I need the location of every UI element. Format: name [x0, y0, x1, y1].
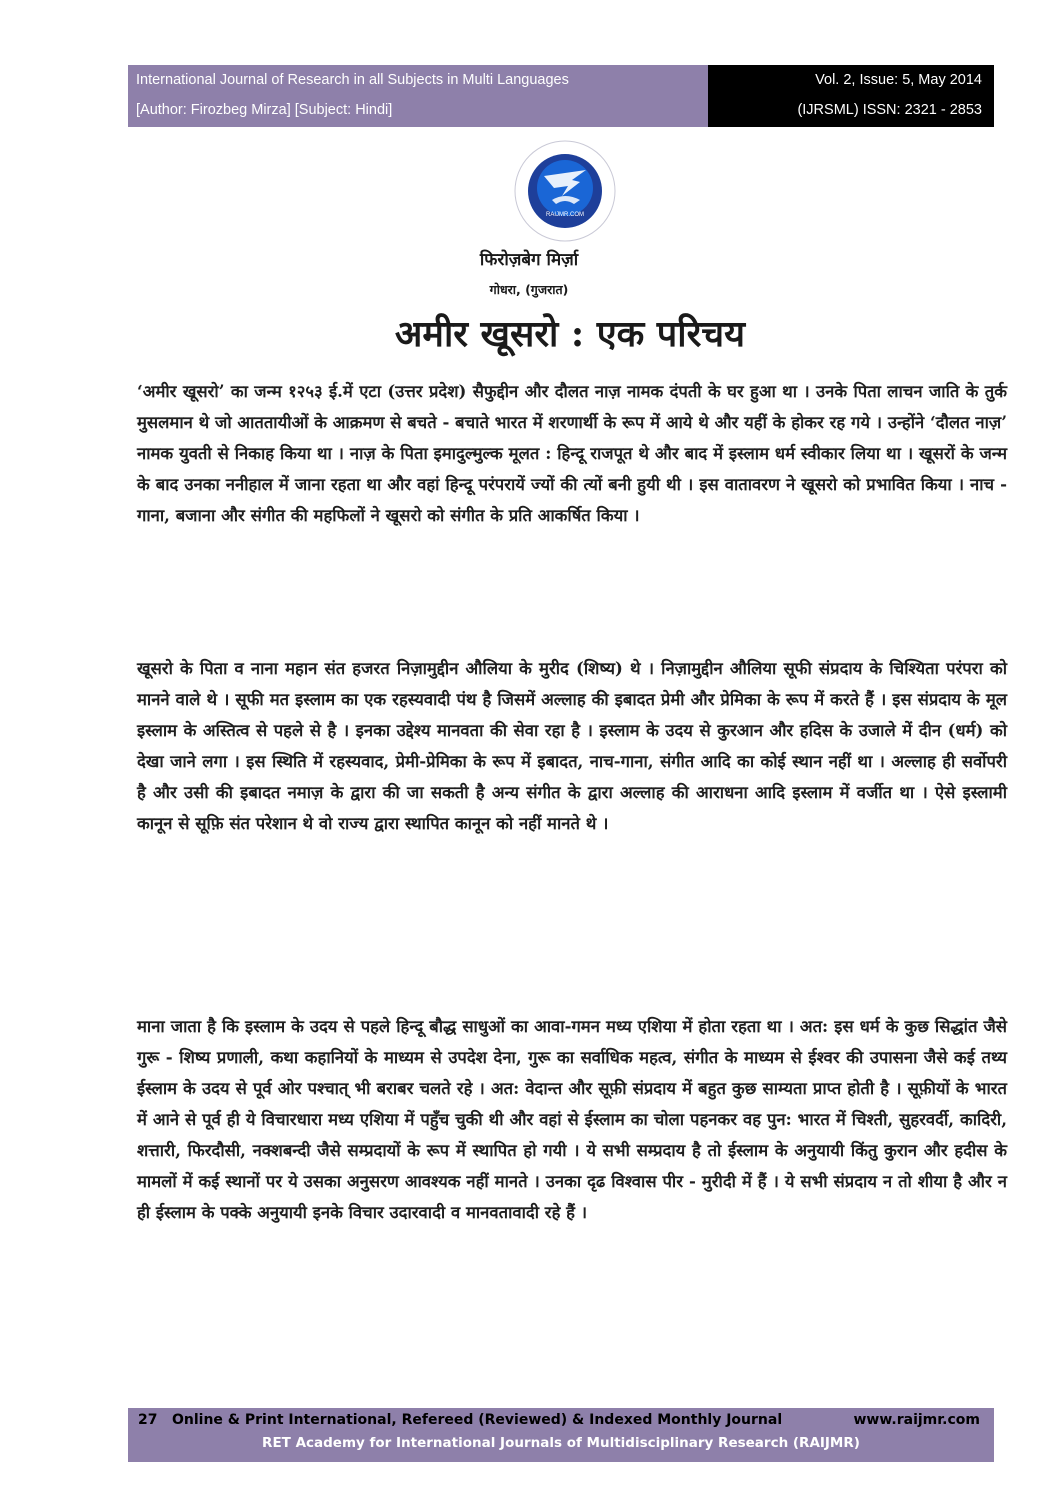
- paragraph-3: माना जाता है कि इस्लाम के उदय से पहले हिन्दू बौद्ध साधुओं का आवा-गमन मध्य एशिया में होता रहता था । अत: इस धर्म के कुछ सिद्धांत जैसे गुरू - शिष्य प्रणाली, कथा कहानियों के माध्यम से उपदेश देना, गुरू का सर्वाधिक महत्व, संगीत के माध्यम से ईश्वर की उपासना जैसे कई तथ्य ईस्लाम के उदय से पूर्व ओर पश्चात् भी बराबर चलते रहे । अत: वेदान्त और सूफ़ी संप्रदाय में बहुत कुछ साम्यता प्राप्त होती है । सूफ़ीयों के भारत में आने से पूर्व ही ये विचारधारा मध्य एशिया में पहुँच चुकी थी और वहां से ईस्लाम का चोला पहनकर वह पुन: भारत में चिश्ती, सुहरवर्दी, कादिरी, शत्तारी, फिरदौसी, नक्शबन्दी जैसे सम्प्रदायों के रूप में स्थापित हो गयी । ये सभी सम्प्रदाय है तो ईस्लाम के अनुयायी किंतु कुरान और हदीस के मामलों में कई स्थानों पर ये उसका अनुसरण आवश्यक नहीं मानते । उनका दृढ विश्वास पीर - मुरीदी में हैं । ये सभी संप्रदाय न तो शीया है और न ही ईस्लाम के पक्के अनुयायी इनके विचार उदारवादी व मानवतावादी रहे हैं ।: [137, 1016, 1007, 1222]
- header-right-band: [708, 65, 994, 127]
- author-name: फिरोज़बेग मिर्ज़ा: [479, 250, 579, 270]
- author-affiliation: गोधरा, (गुजरात): [489, 282, 569, 297]
- journal-footer: [128, 1408, 994, 1462]
- journal-logo: [514, 140, 616, 242]
- journal-name: International Journal of Research in all Subjects in Multi Languages: [136, 72, 569, 88]
- volume-issue: Vol. 2, Issue: 5, May 2014: [815, 72, 982, 88]
- article-title: अमीर खूसरो : एक परिचय: [394, 313, 746, 355]
- paragraph-1: ‘अमीर खूसरो’ का जन्म १२५३ ई.में एटा (उत्तर प्रदेश) सैफुद्दीन और दौलत नाज़ नामक दंपती के घर हुआ था । उनके पिता लाचन जाति के तुर्क मुसलमान थे जो आततायीओं के आक्रमण से बचते - बचाते भारत में शरणार्थी के रूप में आये थे और यहीं के होकर रह गये । उन्होंने ‘दौलत नाज़’ नामक युवती से निकाह किया था । नाज़ के पिता इमादुल्मुल्क मूलत : हिन्दू राजपूत थे और बाद में इस्लाम धर्म स्वीकार लिया था । खूसरों के जन्म के बाद उनका ननीहाल में जाना रहता था और वहां हिन्दू परंपरायें ज्यों की त्यों बनी हुयी थी । इस वातावरण ने खूसरो को प्रभावित किया । नाच - गाना, बजाना और संगीत की महफिलों ने खूसरो को संगीत के प्रति आकर्षित किया ।: [137, 381, 1007, 525]
- footer-tagline: Online & Print International, Refereed (Reviewed) & Indexed Monthly Journal: [172, 1412, 783, 1428]
- paragraph-2: खूसरो के पिता व नाना महान संत हजरत निज़ामुद्दीन औलिया के मुरीद (शिष्य) थे । निज़ामुद्दीन औलिया सूफी संप्रदाय के चिश्यिता परंपरा को मानने वाले थे । सूफी मत इस्लाम का एक रहस्यवादी पंथ है जिसमें अल्लाह की इबादत प्रेमी और प्रेमिका के रूप में करते हैं । इस संप्रदाय के मूल इस्लाम के अस्तित्व से पहले से है । इनका उद्देश्य मानवता की सेवा रहा है । इस्लाम के उदय से कुरआन और हदिस के उजाले में दीन (धर्म) को देखा जाने लगा । इस स्थिति में रहस्यवाद, प्रेमी-प्रेमिका के रूप में इबादत, नाच-गाना, संगीत आदि का कोई स्थान नहीं था । अल्लाह ही सर्वोपरी है और उसी की इबादत नमाज़ के द्वारा की जा सकती है अन्य संगीत के द्वारा अल्लाह की आराधना आदि इस्लाम में वर्जीत था । ऐसे इस्लामी कानून से सूफ़ि संत परेशान थे वो राज्य द्वारा स्थापित कानून को नहीं मानते थे ।: [137, 658, 1007, 833]
- page-number: 27: [138, 1412, 158, 1428]
- issn: (IJRSML) ISSN: 2321 - 2853: [797, 102, 982, 118]
- journal-header: [128, 65, 994, 127]
- header-left-band: [128, 65, 708, 127]
- footer-url[interactable]: www.raijmr.com: [853, 1412, 980, 1428]
- logo-label: RAIJMR.COM: [546, 212, 584, 218]
- footer-publisher: RET Academy for International Journals of Multidisciplinary Research (RAIJMR): [262, 1435, 860, 1451]
- author-subject: [Author: Firozbeg Mirza] [Subject: Hindi]: [136, 102, 393, 118]
